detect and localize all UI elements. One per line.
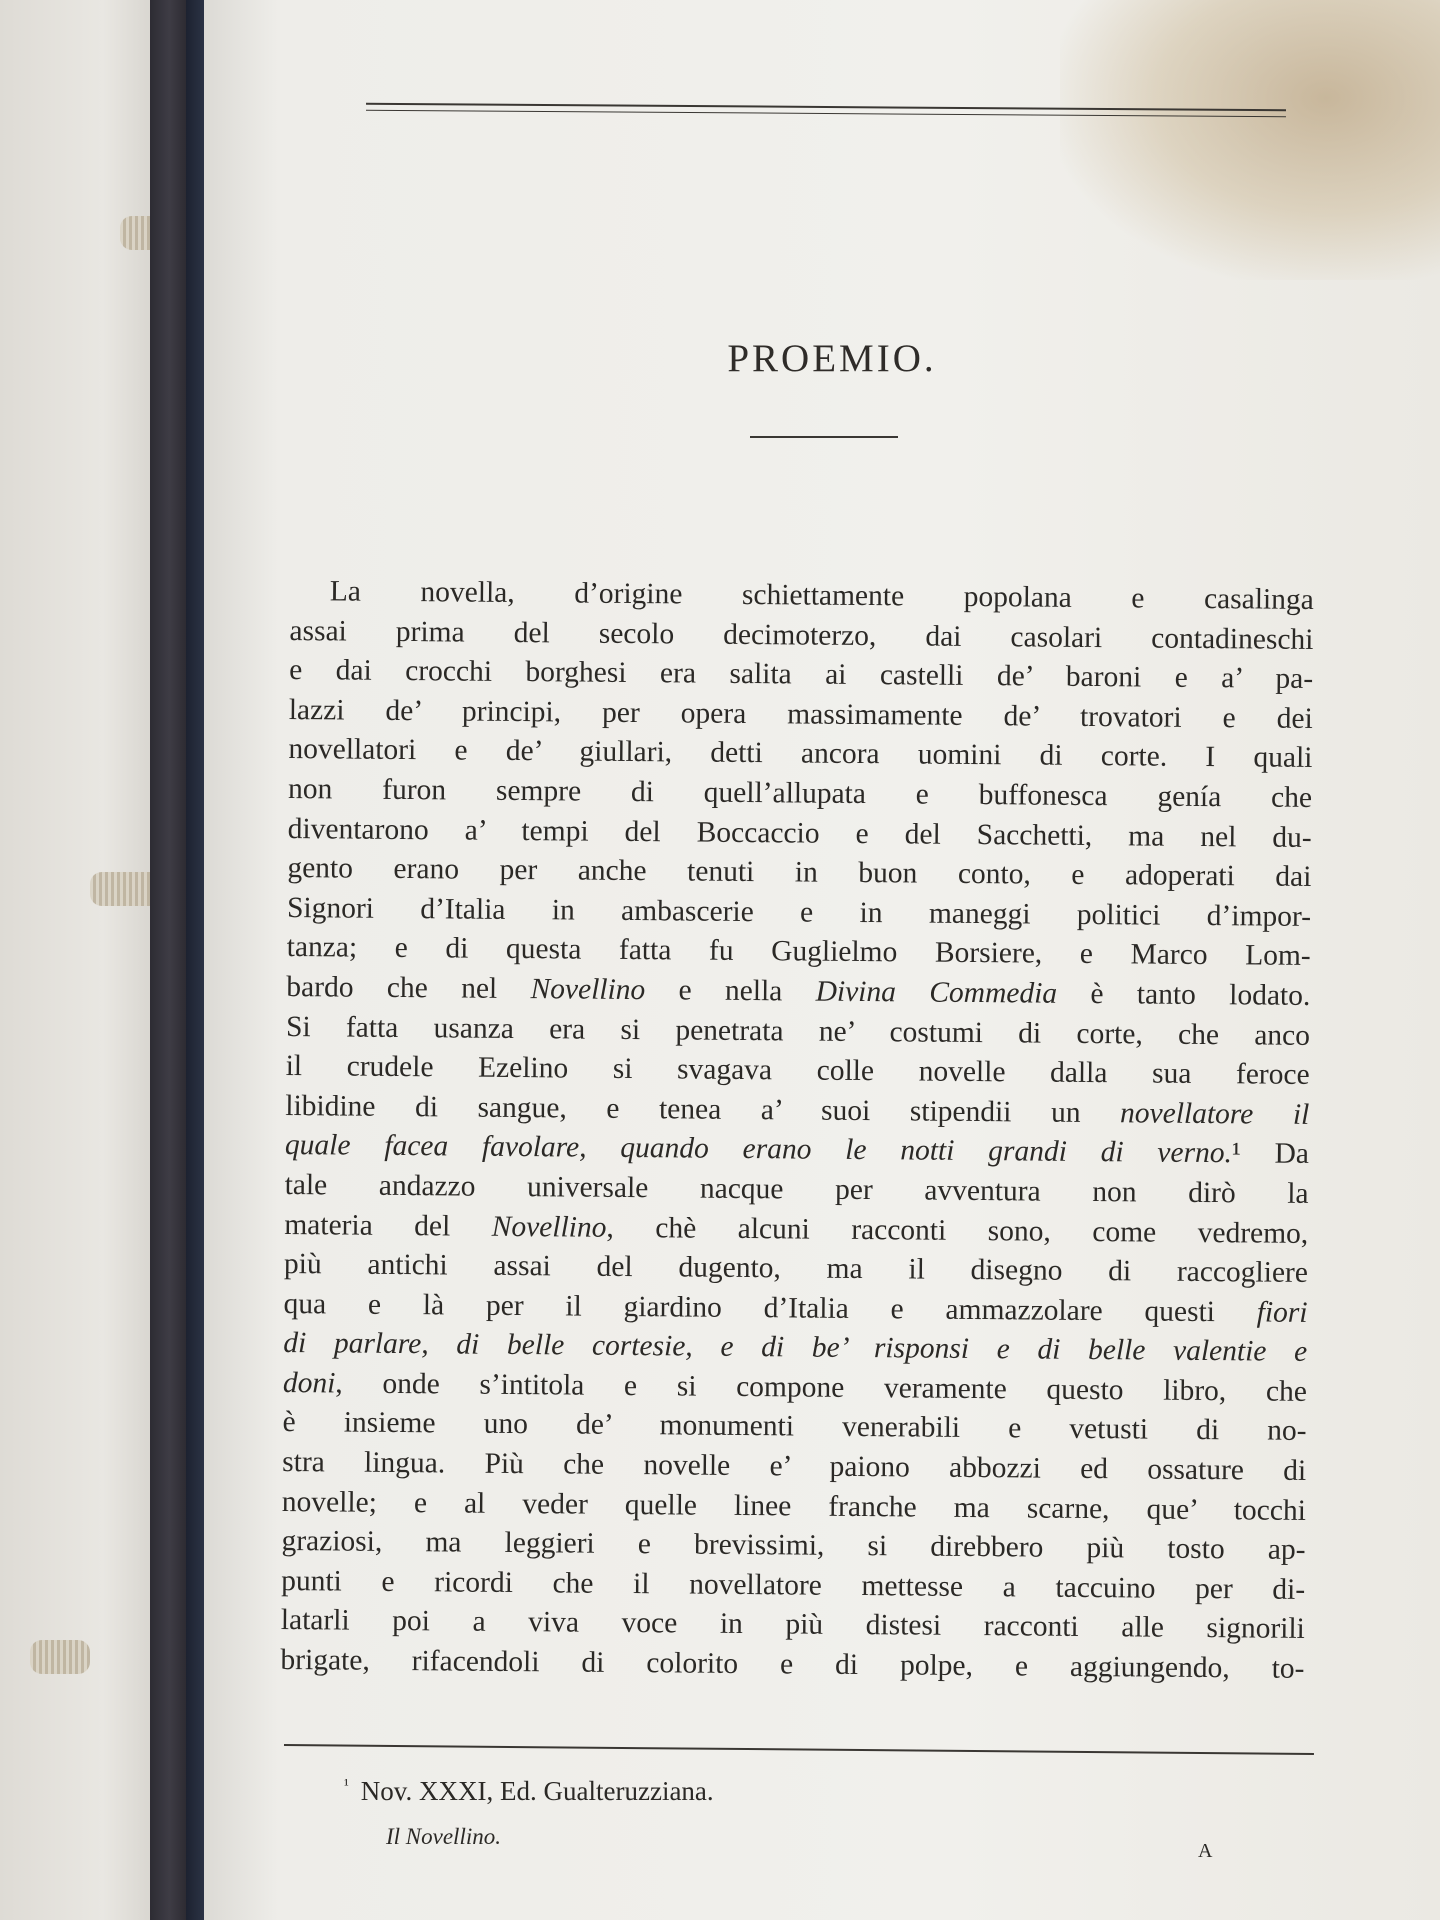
text-segment: Signori d’Italia in ambascerie e in maneggi politici d’impor- [286, 891, 1312, 933]
text-segment: , chè alcuni racconti sono, come vedremo, [606, 1211, 1309, 1250]
binding-thread [30, 1640, 90, 1674]
text-segment: gento erano per anche tenuti in buon conto, e adoperati dai [287, 852, 1312, 894]
text-line [280, 1641, 1304, 1690]
text-segment: è insieme uno de’ monumenti venerabili e vetusti di no- [282, 1406, 1307, 1448]
footnote-marker: ¹ [344, 1777, 349, 1794]
text-segment: diventarono a’ tempi del Boccaccio e del Sacchetti, ma nel du- [287, 812, 1312, 854]
text-segment: Si fatta usanza era si penetrata ne’ costumi di corte, che anco [285, 1010, 1311, 1052]
text-segment: La novella, d’origine schiettamente popolana e casalinga [329, 575, 1314, 616]
book-page [204, 0, 1440, 1920]
text-segment: qua e là per il giardino d’Italia e ammazzolare questi [283, 1287, 1257, 1329]
text-segment: novellatori e de’ giullari, detti ancora uomini di corte. I quali [288, 733, 1313, 775]
text-segment: tanza; e di questa fatta fu Guglielmo Borsiere, e Marco Lom- [286, 931, 1311, 973]
text-segment: assai prima del secolo decimoterzo, dai casolari contadineschi [289, 614, 1314, 656]
text-segment: bardo che nel [286, 970, 531, 1006]
text-segment: è tanto lodato. [1056, 977, 1311, 1012]
italic-segment: novellatore il [1119, 1096, 1310, 1131]
text-segment: più antichi assai del dugento, ma il disegno di raccogliere [283, 1248, 1309, 1290]
text-segment: materia del [284, 1208, 492, 1243]
footnote-text: Nov. XXXI, Ed. Gualteruzziana. [360, 1776, 714, 1806]
text-segment: e dai crocchi borghesi era salita ai castelli de’ baroni e a’ pa- [289, 654, 1314, 696]
top-rule [366, 103, 1286, 117]
text-segment: , onde s’intitola e si compone veramente questo libro, che [335, 1367, 1308, 1408]
italic-segment: quale facea favolare, quando erano le notti grandi di verno. [284, 1129, 1233, 1170]
facing-page-left [0, 0, 172, 1920]
signature-mark: A [1198, 1840, 1213, 1862]
text-segment: stra lingua. Più che novelle e’ paiono abbozzi ed ossature di [282, 1446, 1307, 1487]
text-segment: brigate, rifacendoli di colorito e di polpe, e aggiungendo, to- [280, 1643, 1305, 1685]
title-rule [750, 436, 898, 438]
text-segment: non furon sempre di quell’allupata e buffonesca genía che [287, 772, 1313, 814]
text-segment: punti e ricordi che il novellatore mettesse a taccuino per di- [281, 1564, 1306, 1606]
italic-segment: di parlare, di belle cortesie, e di be’ risponsi e di belle valentie e [283, 1327, 1308, 1369]
text-segment: tale andazzo universale nacque per avventura non dirò la [284, 1168, 1309, 1210]
footnote-rule [284, 1744, 1314, 1755]
footnote [344, 1776, 714, 1807]
page-title: PROEMIO. [727, 337, 937, 380]
text-segment: novelle; e al veder quelle linee franche ma scarne, que’ tocchi [281, 1485, 1306, 1527]
running-title: Il Novellino. [386, 1824, 501, 1849]
text-segment: libidine di sangue, e tenea a’ suoi stipendii un [285, 1089, 1121, 1129]
text-segment: graziosi, ma leggieri e brevissimi, si direbbero più tosto ap- [281, 1525, 1306, 1567]
body-paragraph [280, 572, 1314, 1690]
italic-segment: Novellino [530, 973, 646, 1007]
italic-segment: fiori [1256, 1296, 1308, 1329]
italic-segment: doni [282, 1366, 336, 1400]
text-segment: e nella [645, 974, 816, 1008]
text-segment: il crudele Ezelino si svagava colle novelle dalla sua feroce [285, 1050, 1310, 1092]
paper-stain [1060, 0, 1440, 280]
italic-segment: Novellino [491, 1210, 607, 1244]
italic-segment: Divina Commedia [815, 975, 1058, 1010]
text-segment: lazzi de’ principi, per opera massimamente de’ trovatori e dei [288, 693, 1313, 735]
text-segment: latarli poi a viva voce in più distesi racconti alle signorili [280, 1604, 1305, 1646]
text-segment: ¹ Da [1231, 1137, 1310, 1171]
